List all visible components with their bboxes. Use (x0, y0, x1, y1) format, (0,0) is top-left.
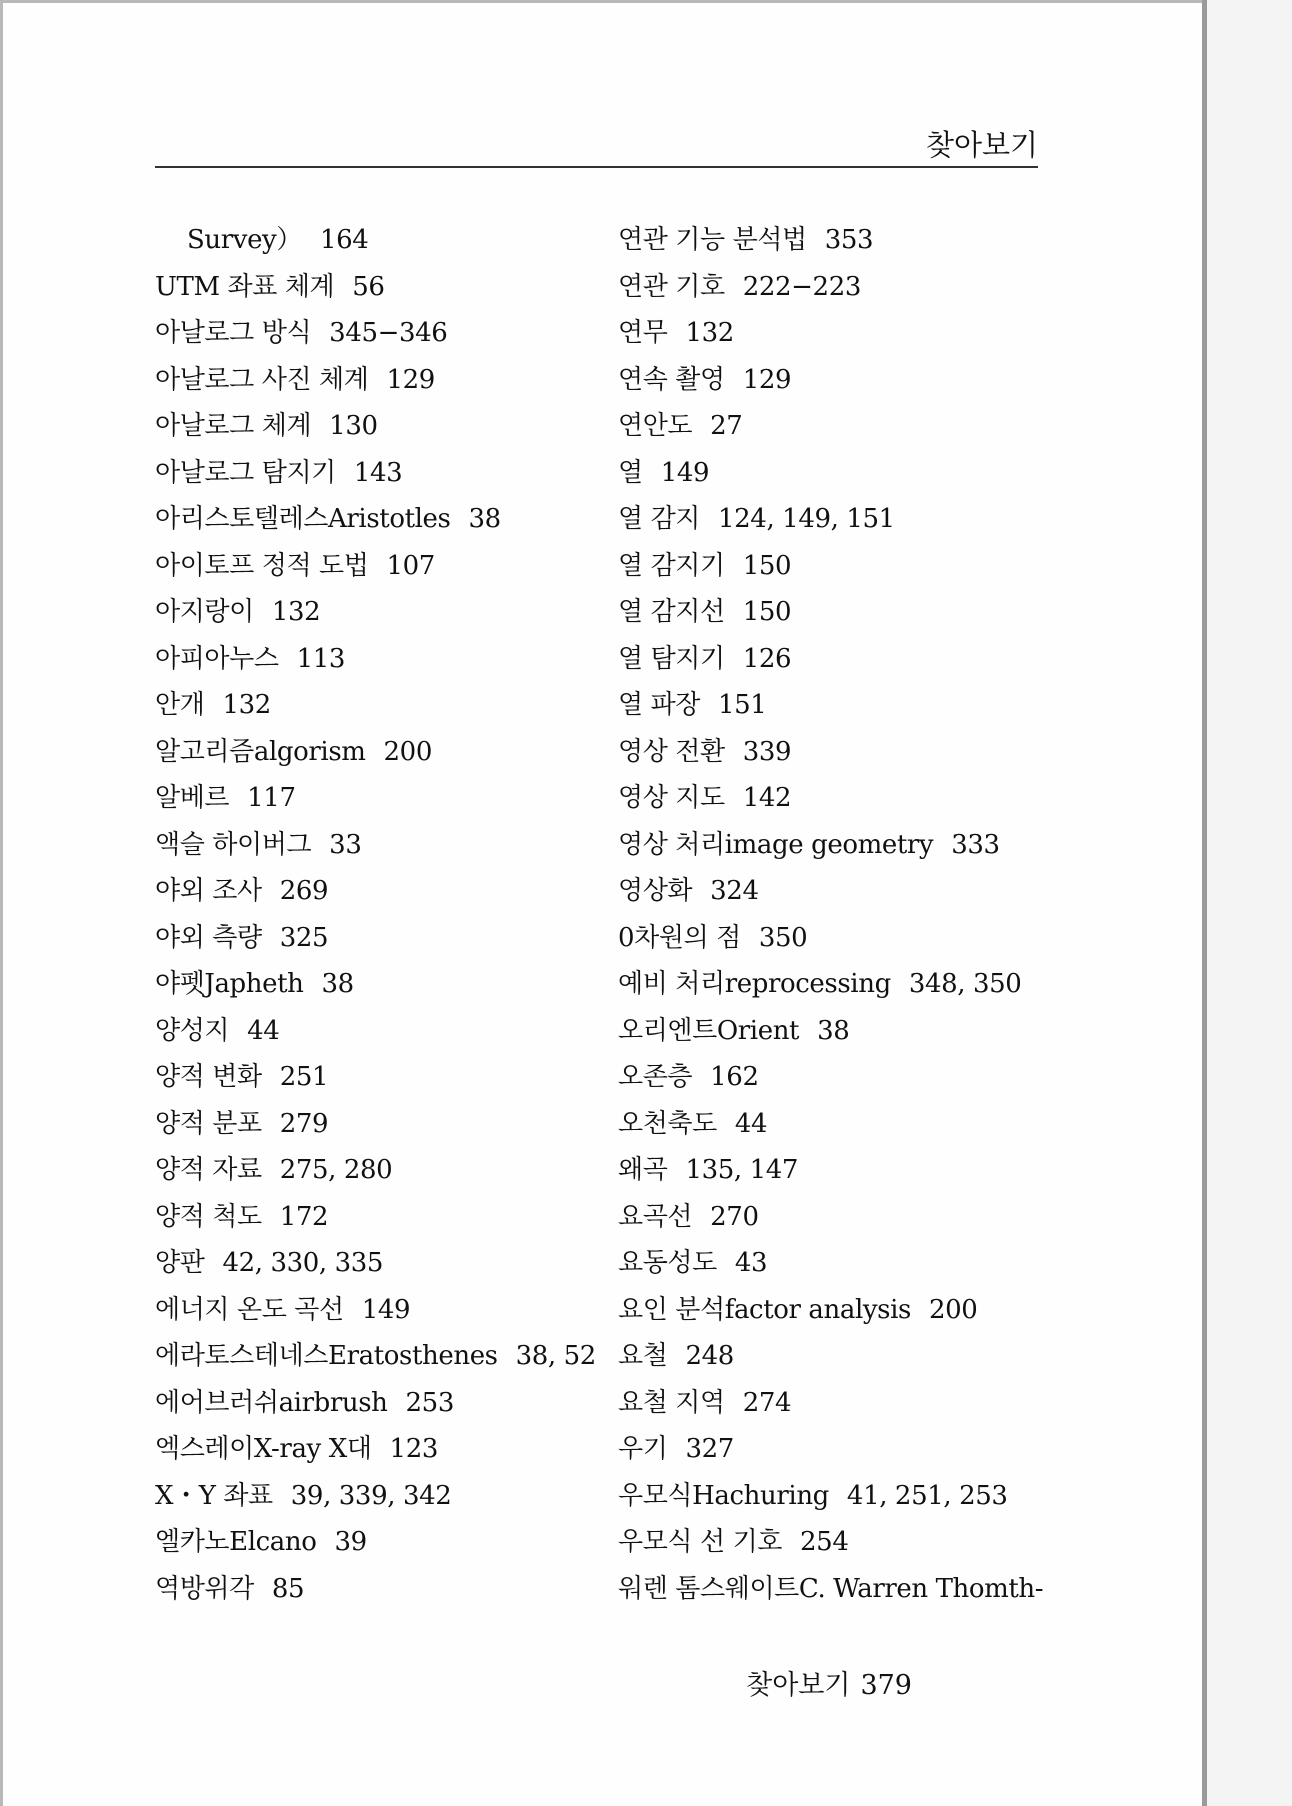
index-page-refs: 172 (279, 1201, 329, 1232)
index-page-refs: 149 (660, 457, 710, 488)
index-entry (618, 589, 1043, 636)
index-page-refs: 132 (222, 690, 271, 720)
index-term: 예비 처리reprocessing (618, 969, 891, 999)
index-page-refs: 38 (817, 1015, 850, 1046)
index-entry (618, 1426, 1043, 1473)
index-term: 연안도 (618, 411, 693, 441)
index-page-refs: 135, 147 (685, 1155, 799, 1185)
index-term: 에어브러쉬airbrush (155, 1387, 388, 1418)
header-rule (155, 166, 1038, 168)
index-term: 영상 처리image geometry (618, 829, 934, 860)
index-page-refs: 113 (296, 643, 346, 674)
index-entry (618, 310, 1043, 357)
index-page-refs: 248 (685, 1341, 734, 1371)
index-page-refs: 130 (329, 411, 378, 441)
index-entry (155, 589, 596, 636)
index-entry (155, 868, 596, 915)
index-entry (155, 915, 596, 962)
index-entry (618, 217, 1043, 264)
index-entry (618, 1147, 1043, 1194)
index-term: 알베르 (155, 783, 230, 813)
index-entry (155, 1333, 596, 1380)
index-page-refs: 251 (279, 1062, 329, 1092)
index-entry (155, 1101, 596, 1148)
index-page-refs: 333 (951, 829, 1000, 860)
index-entry (618, 729, 1043, 776)
index-page-refs: 85 (271, 1573, 305, 1604)
index-page-refs: 353 (824, 225, 874, 255)
index-page-refs: 56 (352, 271, 385, 302)
index-term: 0차원의 점 (618, 922, 741, 953)
index-entry (618, 1101, 1043, 1148)
index-page-refs: 132 (685, 318, 734, 348)
index-page-refs: 348, 350 (908, 969, 1022, 999)
index-page-refs: 142 (742, 783, 792, 813)
index-term: 야외 조사 (155, 876, 262, 906)
index-term: 열 감지 (618, 504, 701, 534)
index-term: 영상 전환 (618, 736, 725, 767)
index-entry (618, 264, 1043, 311)
index-entry (618, 1008, 1043, 1055)
index-entry (618, 496, 1043, 543)
index-page-refs: 345−346 (329, 318, 448, 348)
index-term: 오존층 (618, 1062, 693, 1092)
index-page-refs: 279 (279, 1108, 329, 1139)
index-term: 연관 기능 분석법 (618, 225, 807, 255)
index-term: 우기 (618, 1434, 668, 1464)
index-entry (155, 310, 596, 357)
index-entry (618, 357, 1043, 404)
index-term: 열 파장 (618, 690, 701, 720)
index-page-refs: 107 (386, 550, 435, 581)
index-entry (155, 1473, 596, 1520)
index-term: 영상화 (618, 876, 693, 906)
index-page-refs: 129 (386, 364, 435, 395)
index-term: 연속 촬영 (618, 364, 725, 395)
index-entry (618, 1380, 1043, 1427)
index-entry (618, 1240, 1043, 1287)
index-page-refs: 270 (710, 1201, 759, 1232)
index-page-refs: 123 (389, 1434, 438, 1464)
index-page-refs: 43 (734, 1248, 768, 1278)
index-page-refs: 253 (405, 1387, 454, 1418)
index-term: 요철 (618, 1341, 668, 1371)
index-page-refs: 129 (742, 364, 792, 395)
index-term: 오천축도 (618, 1108, 717, 1139)
index-term: 열 감지기 (618, 550, 725, 581)
index-page-refs: 325 (279, 922, 329, 953)
index-term: 양적 분포 (155, 1108, 262, 1139)
index-entry (155, 1054, 596, 1101)
index-page-refs: 44 (247, 1015, 280, 1046)
index-term: 연관 기호 (618, 271, 725, 302)
index-entry (618, 775, 1043, 822)
index-entry (155, 1194, 596, 1241)
index-term: 아피아누스 (155, 643, 279, 674)
index-entry (618, 1333, 1043, 1380)
index-page-refs: 38 (321, 969, 354, 999)
index-column-left (155, 217, 596, 1612)
index-term: 에라토스테네스Eratosthenes (155, 1341, 498, 1371)
index-page-refs: 324 (710, 876, 759, 906)
index-term: 안개 (155, 690, 205, 720)
index-entry (155, 1008, 596, 1055)
index-page-refs: 143 (353, 457, 403, 488)
index-term: 역방위각 (155, 1573, 254, 1604)
index-term: 왜곡 (618, 1155, 668, 1185)
index-page-refs: 162 (710, 1062, 759, 1092)
index-term: 아지랑이 (155, 597, 254, 627)
index-entry (618, 868, 1043, 915)
index-entry (155, 1240, 596, 1287)
index-entry (155, 961, 596, 1008)
index-term: X・Y 좌표 (155, 1480, 273, 1511)
index-entry (618, 682, 1043, 729)
index-term: 요동성도 (618, 1248, 717, 1278)
index-term: 오리엔트Orient (618, 1015, 800, 1046)
index-entry (618, 961, 1043, 1008)
index-entry (618, 403, 1043, 450)
index-entry (155, 775, 596, 822)
index-entry (155, 822, 596, 869)
index-term: 아리스토텔레스Aristotles (155, 504, 451, 534)
index-term: 워렌 톰스웨이트C. Warren Thomth- (618, 1573, 1044, 1604)
index-entry (155, 543, 596, 590)
index-page-refs: 150 (742, 550, 792, 581)
index-page-refs: 38 (468, 504, 501, 534)
index-term: 양판 (155, 1248, 205, 1278)
index-term: 야외 측량 (155, 922, 262, 953)
index-term: 요인 분석factor analysis (618, 1294, 911, 1325)
index-page-refs: 126 (742, 643, 792, 674)
index-page-refs: 41, 251, 253 (846, 1480, 1008, 1511)
index-entry (155, 1519, 596, 1566)
index-page-refs: 117 (247, 783, 296, 813)
index-entry (155, 729, 596, 776)
index-entry (618, 1287, 1043, 1334)
index-page-refs: 124, 149, 151 (718, 504, 895, 534)
index-page-refs: 132 (271, 597, 321, 627)
index-term: 연무 (618, 318, 668, 348)
index-entry (155, 636, 596, 683)
index-term: 우모식Hachuring (618, 1480, 829, 1511)
index-term: 야펫Japheth (155, 969, 304, 999)
index-term: 아이토프 정적 도법 (155, 550, 369, 581)
index-page-refs: 38, 52 (515, 1341, 596, 1371)
index-term: 영상 지도 (618, 783, 725, 813)
index-page-refs: 150 (742, 597, 792, 627)
index-page-refs: 39 (334, 1527, 367, 1557)
index-term: 아날로그 탐지기 (155, 457, 336, 488)
index-entry (155, 682, 596, 729)
index-term: 양적 변화 (155, 1062, 262, 1092)
index-page-refs: 339 (742, 736, 792, 767)
index-term: 엘카노Elcano (155, 1527, 317, 1557)
index-entry (618, 1566, 1043, 1613)
index-term: 액슬 하이버그 (155, 829, 312, 860)
index-page-refs: 42, 330, 335 (222, 1248, 384, 1278)
index-entry (155, 1287, 596, 1334)
index-page-refs: 222−223 (742, 271, 861, 302)
index-term: 아날로그 체계 (155, 411, 312, 441)
index-term: 양적 자료 (155, 1155, 262, 1185)
index-term: 요철 지역 (618, 1387, 725, 1418)
index-page-refs: 164 (319, 225, 369, 255)
index-term: 요곡선 (618, 1201, 693, 1232)
index-entry (618, 450, 1043, 497)
index-term: 아날로그 사진 체계 (155, 364, 369, 395)
index-entry (155, 357, 596, 404)
footer-label: 찾아보기 (746, 1670, 851, 1701)
index-page-refs: 39, 339, 342 (290, 1480, 452, 1511)
index-term: Survey） (187, 225, 302, 255)
index-page-refs: 200 (383, 736, 432, 767)
index-term: 열 탐지기 (618, 643, 725, 674)
index-page-refs: 274 (742, 1387, 792, 1418)
index-entry (155, 1426, 596, 1473)
index-entry (618, 1054, 1043, 1101)
index-entry (618, 636, 1043, 683)
index-term: UTM 좌표 체계 (155, 271, 335, 302)
index-page-refs: 151 (718, 690, 767, 720)
index-entry (155, 1147, 596, 1194)
index-term: 열 감지선 (618, 597, 725, 627)
index-page-refs: 350 (758, 922, 808, 953)
index-entry (618, 1473, 1043, 1520)
index-entry (618, 1194, 1043, 1241)
index-entry (155, 217, 596, 264)
index-page-refs: 327 (685, 1434, 734, 1464)
index-entry (618, 915, 1043, 962)
index-entry (155, 450, 596, 497)
index-entry (155, 403, 596, 450)
index-term: 양적 척도 (155, 1201, 262, 1232)
index-entry (155, 264, 596, 311)
index-column-right (618, 217, 1043, 1612)
index-term: 양성지 (155, 1015, 230, 1046)
index-entry (618, 1519, 1043, 1566)
page-number: 379 (860, 1670, 912, 1701)
index-entry (155, 1380, 596, 1427)
index-term: 에너지 온도 곡선 (155, 1294, 344, 1325)
index-page-refs: 44 (734, 1108, 768, 1139)
index-page-refs: 200 (928, 1294, 978, 1325)
index-term: 알고리즘algorism (155, 736, 366, 767)
index-page-refs: 275, 280 (279, 1155, 393, 1185)
index-entry (155, 496, 596, 543)
index-page-refs: 33 (329, 829, 362, 860)
scan-margin (1202, 0, 1292, 1806)
index-entry (155, 1566, 596, 1613)
index-term: 열 (618, 457, 643, 488)
index-term: 우모식 선 기호 (618, 1527, 783, 1557)
index-term: 엑스레이X-ray X대 (155, 1434, 372, 1464)
index-term: 아날로그 방식 (155, 318, 312, 348)
index-page-refs: 269 (279, 876, 329, 906)
index-entry (618, 822, 1043, 869)
index-entry (618, 543, 1043, 590)
index-page-refs: 149 (361, 1294, 411, 1325)
index-page-refs: 254 (800, 1527, 849, 1557)
running-head: 찾아보기 (925, 128, 1038, 162)
index-page-refs: 27 (710, 411, 743, 441)
page-footer (746, 1663, 912, 1702)
